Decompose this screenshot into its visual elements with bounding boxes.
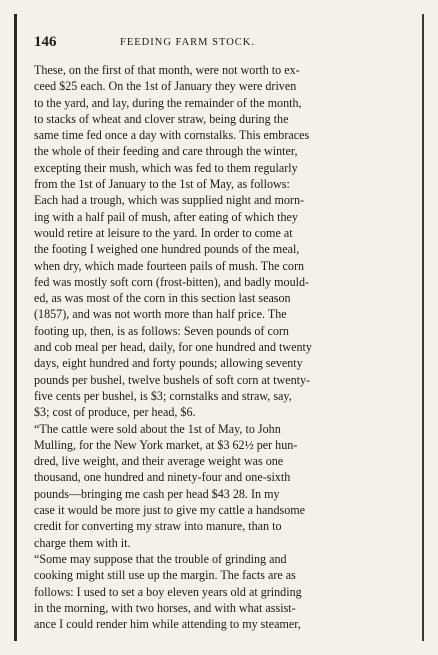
text-line: These, on the first of that month, were not worth to ex- — [34, 63, 300, 77]
right-page-border — [422, 14, 424, 641]
text-line: pounds per bushel, twelve bushels of soft corn at twenty- — [34, 372, 311, 387]
text-line: from the 1st of January to the 1st of May, as follows: — [34, 177, 290, 192]
text-line: dred, live weight, and their average weight was one — [34, 454, 284, 469]
text-line: Mulling, for the New York market, at $3 62½ per hun- — [34, 437, 298, 452]
page-header — [34, 34, 410, 52]
text-line: footing up, then, is as follows: Seven pounds of corn — [34, 323, 289, 338]
text-line: thousand, one hundred and ninety-four and one-sixth — [34, 470, 291, 485]
text-line: “Some may suppose that the trouble of grinding and — [34, 551, 287, 566]
text-line: excepting their mush, which was fed to them regularly — [34, 160, 298, 175]
text-line: the whole of their feeding and care through the winter, — [34, 144, 298, 159]
text-line: to stacks of wheat and clover straw, being during the — [34, 111, 289, 126]
running-title: FEEDING FARM STOCK. — [120, 37, 256, 48]
text-line: cooking might still use up the margin. The facts are as — [34, 568, 296, 583]
text-line: credit for converting my straw into manure, than to — [34, 519, 282, 534]
text-line: days, eight hundred and forty pounds; allowing seventy — [34, 356, 303, 371]
text-line: “The cattle were sold about the 1st of May, to John — [34, 421, 281, 436]
text-line: (1857), and was not worth more than half price. The — [34, 307, 287, 322]
text-line: five cents per bushel, is $3; cornstalks and straw, say, — [34, 388, 292, 403]
text-line: pounds—bringing me cash per head $43 28. In my — [34, 486, 280, 501]
text-line: follows: I used to set a boy eleven years old at grinding — [34, 584, 302, 599]
text-line: Each had a trough, which was supplied night and morn- — [34, 193, 305, 208]
text-line: to the yard, and lay, during the remainder of the month, — [34, 95, 302, 110]
text-line: in the morning, with two horses, and with what assist- — [34, 600, 296, 615]
body-text — [34, 62, 412, 632]
text-line: ceed $25 each. On the 1st of January they were driven — [34, 79, 297, 94]
page-number: 146 — [34, 34, 57, 50]
left-page-border — [14, 14, 17, 641]
text-line: the footing I weighed one hundred pounds of the meal, — [34, 242, 300, 257]
text-line: case it would be more just to give my cattle a handsome — [34, 503, 306, 518]
text-line: when dry, which made fourteen pails of mush. The corn — [34, 258, 305, 273]
text-line: ance I could render him while attending to my steamer, — [34, 617, 301, 632]
text-line: charge them with it. — [34, 535, 131, 550]
text-line: fed was mostly soft corn (frost-bitten), and badly mould- — [34, 274, 310, 289]
text-line: ing with a half pail of mush, after eating of which they — [34, 209, 298, 224]
text-line: $3; cost of produce, per head, $6. — [34, 405, 196, 420]
text-line: and cob meal per head, daily, for one hundred and twenty — [34, 340, 312, 355]
text-line: same time fed once a day with cornstalks. This embraces — [34, 128, 310, 143]
text-line: would retire at leisure to the yard. In order to come at — [34, 225, 293, 240]
text-line: ed, as was most of the corn in this section last season — [34, 291, 291, 306]
